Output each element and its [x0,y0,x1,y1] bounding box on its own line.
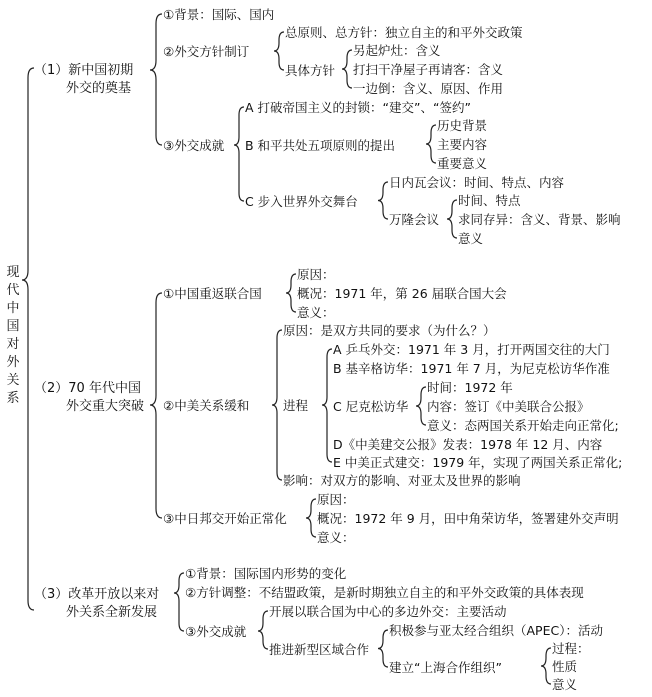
s1-ach-a: A 打破帝国主义的封锁：“建交”、“签约” [245,100,471,115]
s2-un-1: 原因： [297,267,335,282]
brace-s1-b [426,125,436,163]
s2-japan-1: 原因： [317,492,355,507]
s1-specific: 具体方针 [285,63,336,78]
s2-process-e: E 中美正式建交：1979 年，实现了两国关系正常化; [333,455,623,470]
root-title: 现代中国对外关系 [6,265,20,406]
s2-process-c-3: 意义：态两国关系开始走向正常化; [427,418,619,433]
s1-bandung-2: 求同存异：含义、背景、影响 [458,212,621,227]
s3-sco-3: 意义 [552,677,578,692]
s2-process-c-2: 内容：签订《中美联合公报》 [427,399,590,414]
brace-s1-bandung [447,200,457,238]
s3-apec: 积极参与亚太经合组织（APEC）：活动 [389,623,603,638]
s2-un: ①中国重返联合国 [163,286,262,301]
s2-un-3: 意义： [297,305,335,320]
brace-s2-nixon [416,387,426,425]
s3-multilateral: 开展以联合国为中心的多边外交：主要活动 [269,604,507,619]
brace-s3 [174,573,184,631]
s2-us-reason: 原因：是双方共同的要求（为什么？） [283,323,496,338]
s3-regional: 推进新型区域合作 [269,642,370,657]
brace-root [22,68,34,610]
brace-s1-ach [234,107,244,201]
s3-sco: 建立“上海合作组织” [389,660,502,675]
s2-process-c: C 尼克松访华 [333,399,409,414]
s2-un-2: 概况：1971 年，第 26 届联合国大会 [297,286,507,301]
s1-ach-b: B 和平共处五项原则的提出 [245,138,396,153]
s3-policy: ②方针调整：不结盟政策，是新时期独立自主的和平外交政策的具体表现 [185,585,584,600]
s2-process-d: D《中美建交公报》发表：1978 年 12 月、内容 [333,437,603,452]
s1-ach-c: C 步入世界外交舞台 [245,194,358,209]
s3-achievements: ③外交成就 [185,624,247,639]
s2-process-c-1: 时间：1972 年 [427,380,513,395]
brace-s2-us [272,330,282,480]
s1-background: ①背景：国际、国内 [163,7,275,22]
s2-process: 进程 [283,398,309,413]
s3-sco-2: 性质 [552,659,578,674]
section-3-label-line2: 外关系全新发展 [66,605,158,620]
s1-geneva: 日内瓦会议：时间、特点、内容 [389,175,565,190]
brace-s1 [150,14,162,145]
s2-japan-3: 意义： [317,530,355,545]
brace-s1-specific [342,50,352,88]
brace-s3-sco [541,648,551,684]
s1-ach-b-1: 历史背景 [437,118,488,133]
brace-s2 [150,293,162,518]
s1-achievements: ③外交成就 [163,138,225,153]
brace-s3-regional [378,630,388,667]
brace-s2-un [286,274,296,312]
s1-specific-1: 另起炉灶：含义 [353,43,441,58]
s1-bandung-3: 意义 [458,231,484,246]
s2-process-a: A 乒乓外交：1971 年 3 月，打开两国交往的大门 [333,342,610,357]
s1-bandung-1: 时间、特点 [458,193,521,208]
brace-s3-ach [258,611,268,649]
s2-us-impact: 影响：对双方的影响、对亚太及世界的影响 [283,473,521,488]
s2-us: ②中美关系缓和 [163,398,250,413]
s1-ach-b-2: 主要内容 [437,137,488,152]
s2-japan-2: 概况：1972 年 9 月，田中角荣访华，签署建外交声明 [317,511,619,526]
s2-process-b: B 基辛格访华：1971 年 7 月，为尼克松访华作准 [333,361,610,376]
s1-specific-2: 打扫干净屋子再请客：含义 [353,62,504,77]
s1-bandung: 万隆会议 [389,212,440,227]
brace-s1-c [378,182,388,219]
brace-s1-policy [274,32,284,70]
section-2-label-line1: （2）70 年代中国 [34,381,141,396]
section-3-label-line1: （3）改革开放以来对 [34,587,160,602]
s2-japan: ③中日邦交开始正常化 [163,511,287,526]
s1-ach-b-3: 重要意义 [437,156,488,171]
s1-principle: 总原则、总方针：独立自主的和平外交政策 [285,25,523,40]
section-1-label-line2: 外交的奠基 [66,81,132,96]
s3-sco-1: 过程： [552,641,590,656]
brace-s2-jp [306,499,316,537]
s3-background: ①背景：国际国内形势的变化 [185,566,347,581]
section-1-label-line1: （1）新中国初期 [34,63,134,78]
section-2-label-line2: 外交重大突破 [66,399,145,414]
brace-s2-process [322,349,332,462]
s1-policy: ②外交方针制订 [163,44,250,59]
s1-specific-3: 一边倒：含义、原因、作用 [353,81,504,96]
